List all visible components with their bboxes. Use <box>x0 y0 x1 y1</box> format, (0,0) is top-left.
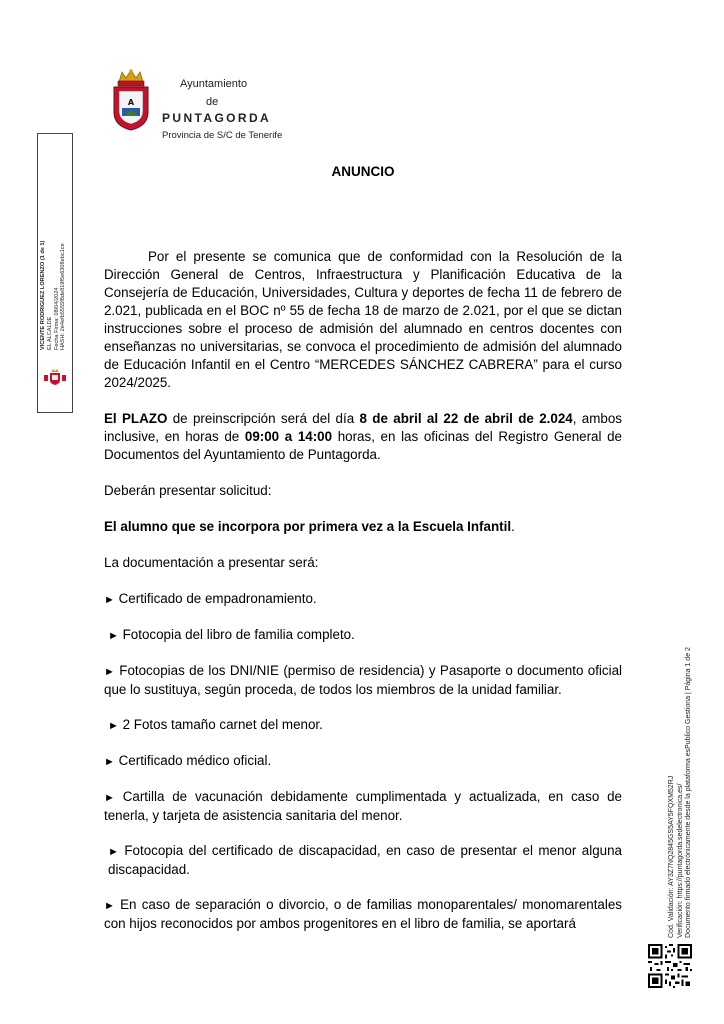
signature-name: VICENTE RODRIGUEZ LORENZO (1 de 1) <box>40 240 46 350</box>
signature-hash: HASH: 2e4efb5555f8de819f5e6308ebc1ce <box>60 243 67 350</box>
list-item-text: Fotocopias de los DNI/NIE (permiso de residencia) y Pasaporte o documento oficial que lo sustituya, según proceda, de todos los miembros de la unidad familiar. <box>104 663 622 697</box>
list-item-text: Fotocopia del certificado de discapacidad, en caso de presentar el menor alguna discapacidad. <box>108 843 622 877</box>
bullet-arrow-icon: ► <box>104 756 115 768</box>
bullet-arrow-icon: ► <box>108 630 119 642</box>
list-item <box>104 752 622 771</box>
list-item <box>104 626 622 645</box>
header-line-provincia: Provincia de S/C de Tenerife <box>162 130 283 141</box>
svg-text:A: A <box>127 98 135 107</box>
intro-paragraph: Por el presente se comunica que de conformidad con la Resolución de la Dirección General de Centros, Infraestructura y Planificación Educativa de la Consejería de Educación, Universidades, Cultura y deportes de fecha 11 de febrero de 2.021, publicada en el BOC nº 55 de fecha 18 de marzo de 2.021, por el que se dictan instrucciones sobre el proceso de admisión del alumnado en centros docentes con enseñanzas no universitarias, se convoca el procedimiento de admisión del alumnado de Educación Infantil en el Centro “MERCEDES SÁNCHEZ CABRERA” para el curso 2024/2025. <box>104 249 622 390</box>
bullet-arrow-icon: ► <box>104 900 115 912</box>
list-item-text: En caso de separación o divorcio, o de familias monoparentales/ monomarentales con hijos reconocidos por ambos progenitores en el libro de familia, se aportará <box>104 897 622 931</box>
plazo-hours: 09:00 a 14:00 <box>244 429 333 444</box>
small-coat-of-arms-icon <box>43 368 67 386</box>
qr-code-icon <box>648 944 692 988</box>
list-item <box>104 788 622 825</box>
bullet-arrow-icon: ► <box>108 720 119 732</box>
alumno-end: . <box>511 519 515 534</box>
list-item <box>104 842 622 879</box>
verification-url: Verificación: https://puntagorda.sedelectronica.es/ <box>676 783 684 938</box>
signature-text <box>40 140 67 350</box>
verification-code: Cód. Validación: AY3Z7NQ2845GS5AY5FQXM52RJ <box>668 775 675 938</box>
list-item <box>104 662 622 699</box>
signature-stamp-box <box>37 133 73 413</box>
verification-text <box>668 628 694 938</box>
plazo-text-2: , ambos inclusive, en horas de <box>104 411 622 444</box>
alumno-paragraph <box>104 518 622 536</box>
document-body <box>104 248 622 933</box>
bullet-arrow-icon: ► <box>108 846 119 858</box>
list-item-text: 2 Fotos tamaño carnet del menor. <box>122 717 323 732</box>
header-line-ayuntamiento: Ayuntamiento <box>180 78 248 90</box>
list-item <box>104 590 622 609</box>
plazo-text-3: horas, en las oficinas del Registro General de Documentos del Ayuntamiento de Puntagorda. <box>104 429 622 462</box>
list-item-text: Certificado médico oficial. <box>118 753 272 768</box>
list-item <box>104 716 622 735</box>
header-line-puntagorda: PUNTAGORDA <box>162 111 272 125</box>
verification-platform: Documento firmado electrónicamente desde la plataforma esPublico Gestiona | Página 1 de 2 <box>685 647 693 938</box>
solicitud-paragraph: Deberán presentar solicitud: <box>104 483 272 498</box>
plazo-text-1: de preinscripción será del día <box>167 411 360 426</box>
header-line-de: de <box>206 96 219 108</box>
bullet-arrow-icon: ► <box>104 666 115 678</box>
plazo-label: El PLAZO <box>104 411 168 426</box>
list-item <box>104 896 622 933</box>
signature-role: EL ALCALDE <box>46 316 53 350</box>
list-item-text: Fotocopia del libro de familia completo. <box>122 627 355 642</box>
list-item-text: Certificado de empadronamiento. <box>118 591 317 606</box>
documentacion-paragraph: La documentación a presentar será: <box>104 555 319 570</box>
plazo-paragraph <box>104 410 622 464</box>
document-title: ANUNCIO <box>331 164 395 179</box>
alumno-bold: El alumno que se incorpora por primera vez a la Escuela Infantil <box>104 519 512 534</box>
signature-date: Fecha Firma: 08/04/2024 <box>53 287 60 350</box>
list-item-text: Cartilla de vacunación debidamente cumplimentada y actualizada, en caso de tenerla, y tarjeta de asistencia sanitaria del menor. <box>104 789 622 823</box>
bullet-arrow-icon: ► <box>104 594 115 606</box>
bullet-arrow-icon: ► <box>104 792 115 804</box>
coat-of-arms-logo <box>110 68 152 132</box>
plazo-dates: 8 de abril al 22 de abril de 2.024 <box>359 411 573 426</box>
